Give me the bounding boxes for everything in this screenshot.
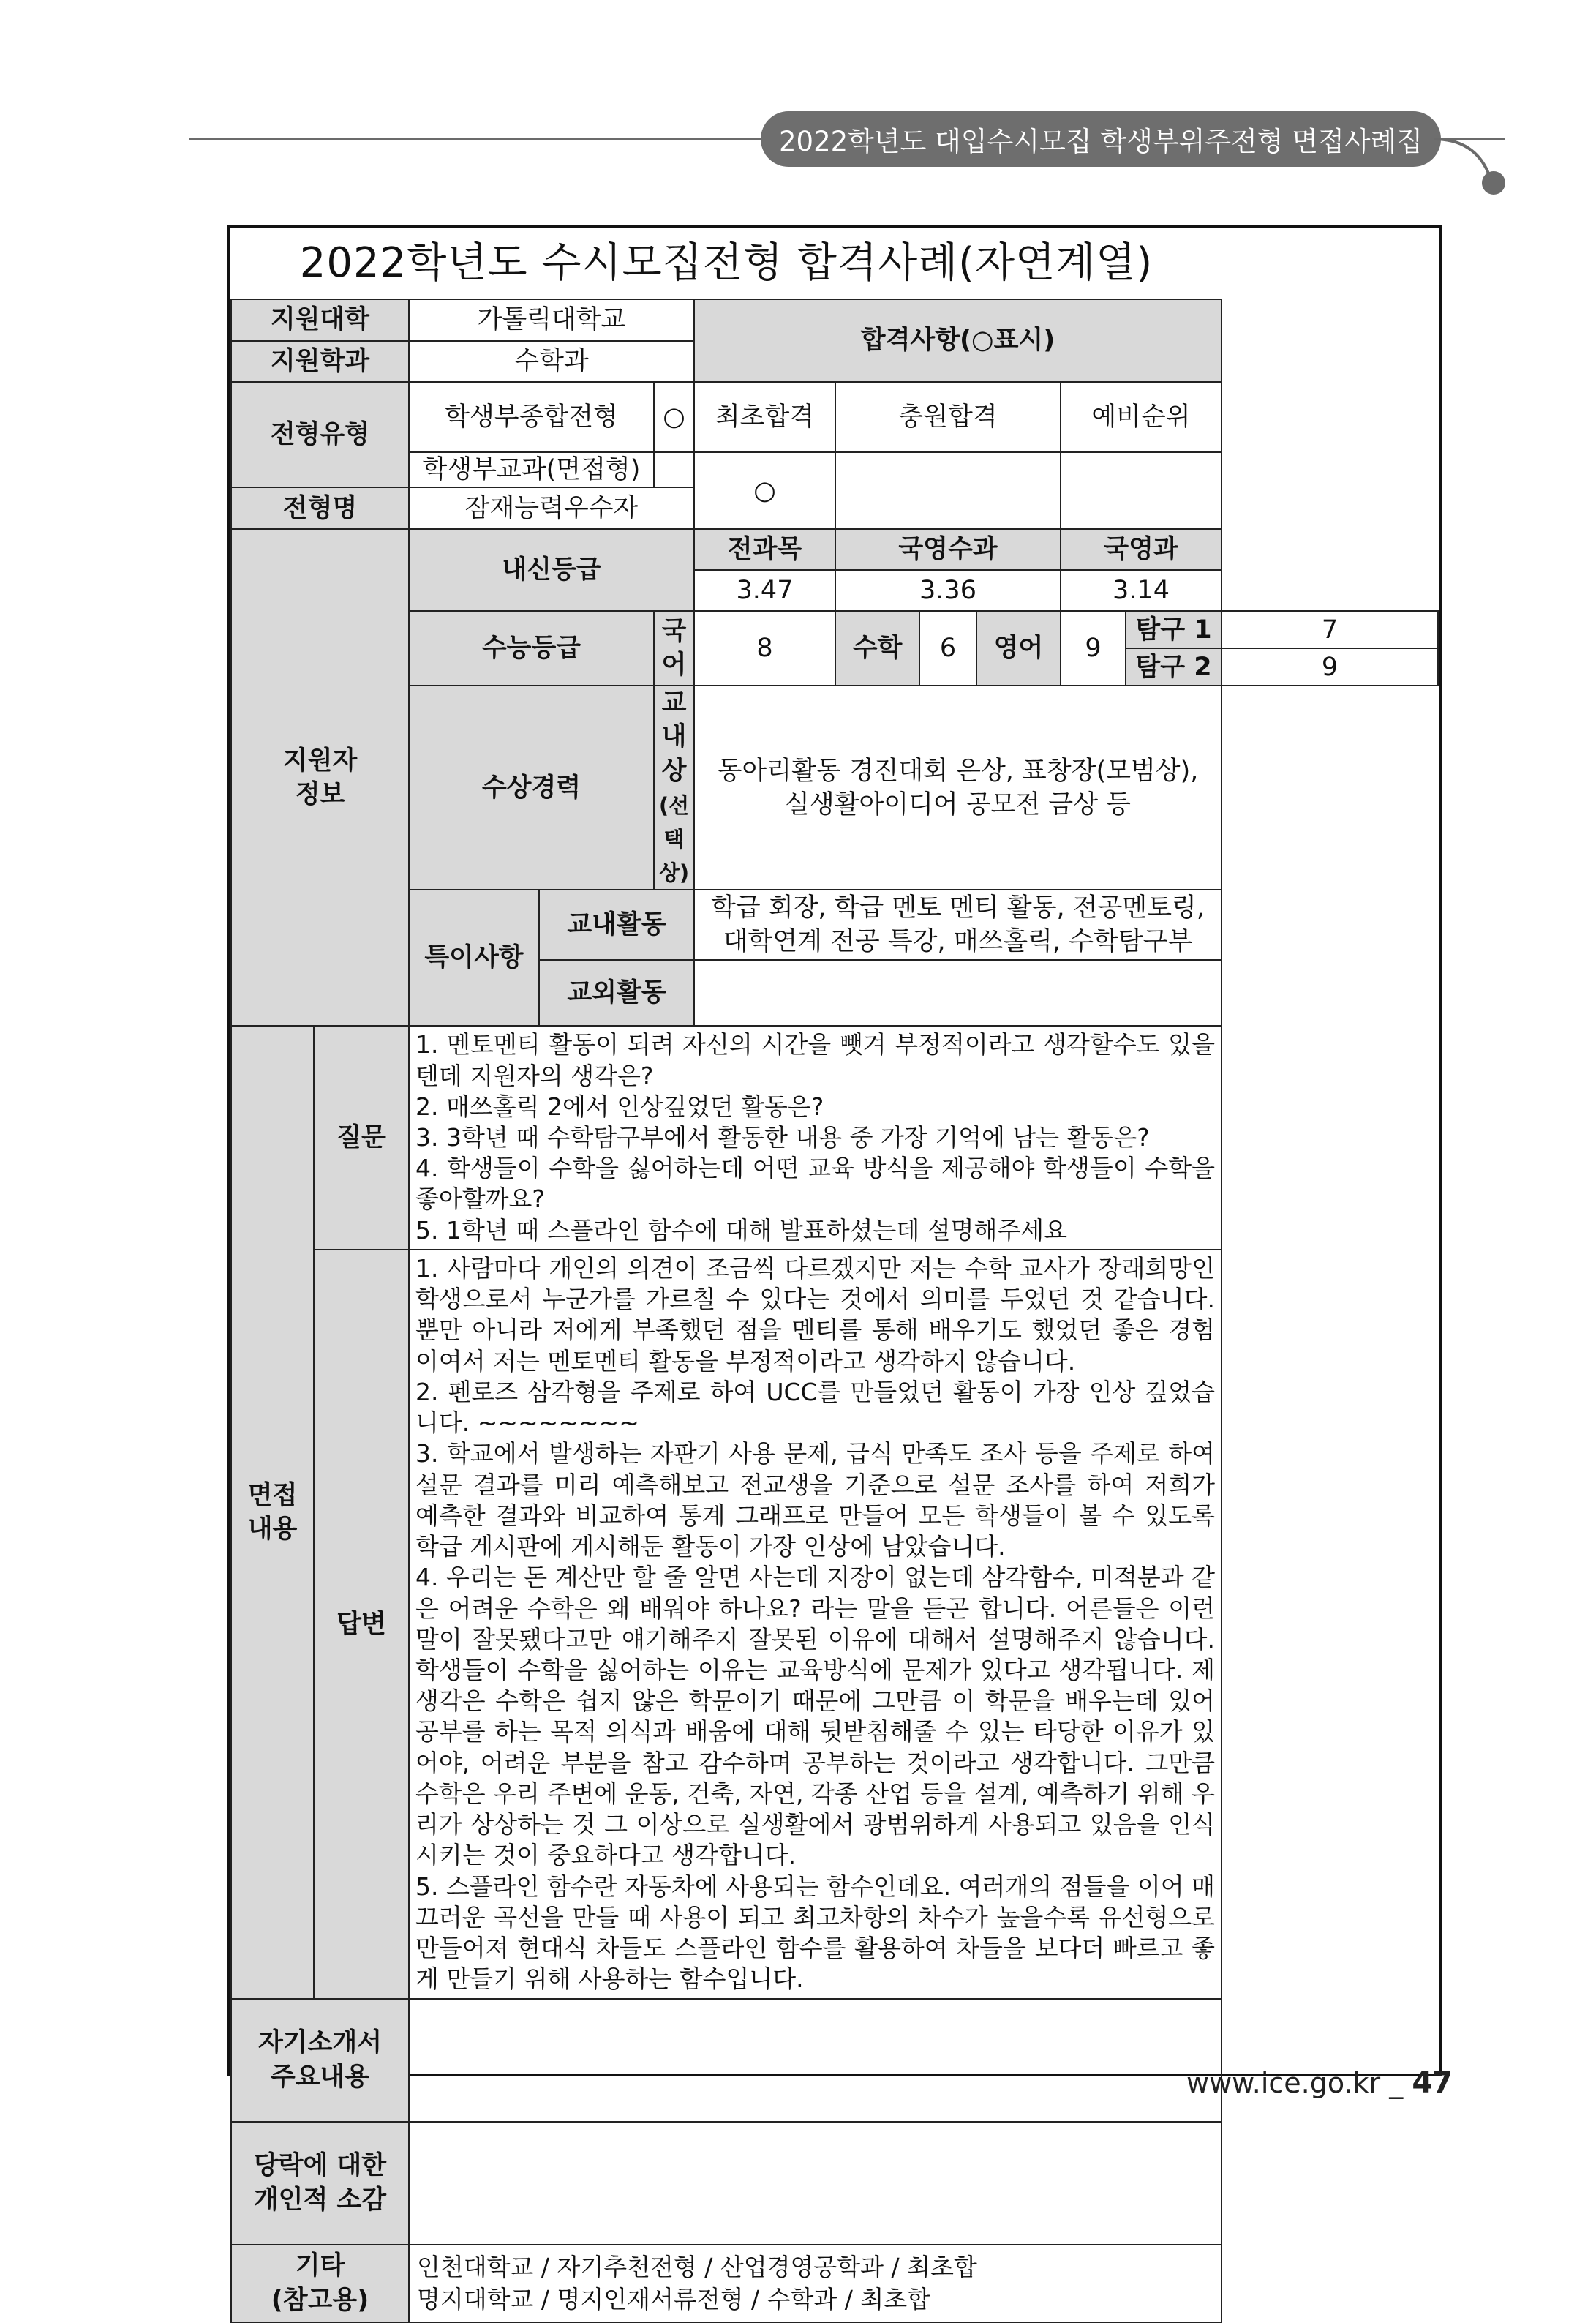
univ-value: 가톨릭대학교 (409, 299, 694, 341)
result-val-additional (835, 452, 1061, 529)
inschool-label: 교내활동 (539, 890, 694, 960)
award-label: 수상경력 (409, 686, 654, 890)
result-col-waitlist: 예비순위 (1061, 382, 1222, 452)
naesin-header-kems: 국영수과 (835, 529, 1061, 570)
math-value: 6 (919, 611, 976, 686)
applicant-section-label: 지원자 정보 (231, 529, 409, 1026)
korean-value: 8 (694, 611, 835, 686)
naesin-value-kems: 3.36 (835, 570, 1061, 611)
result-col-additional: 충원합격 (835, 382, 1061, 452)
univ-label: 지원대학 (231, 299, 409, 341)
tamgu2-value: 9 (1222, 648, 1438, 686)
naesin-header-all: 전과목 (694, 529, 835, 570)
korean-label: 국어 (654, 611, 694, 686)
award-value: 동아리활동 경진대회 은상, 표창장(모범상), 실생활아이디어 공모전 금상 등 (694, 686, 1222, 890)
etc-line: 인천대학교 / 자기추천전형 / 산업경영공학과 / 최초합 (417, 2253, 977, 2282)
etc-label: 기타 (참고용) (231, 2245, 409, 2322)
etc-line: 명지대학교 / 명지인재서류전형 / 수학과 / 최초합 (417, 2284, 930, 2313)
suneung-label: 수능등급 (409, 611, 654, 686)
question-item: 3. 3학년 때 수학탐구부에서 활동한 내용 중 가장 기억에 남는 활동은? (415, 1123, 1150, 1152)
dept-value: 수학과 (409, 341, 694, 382)
form-table (230, 228, 1439, 2323)
inschool-value: 학급 회장, 학급 멘토 멘티 활동, 전공멘토링, 대학연계 전공 특강, 매쓰홀릭, 수학탐구부 (694, 890, 1222, 960)
name-value: 잠재능력우수자 (409, 487, 694, 529)
tamgu1-value: 7 (1222, 611, 1438, 648)
header-banner: 2022학년도 대입수시모집 학생부위주전형 면접사례집 (761, 111, 1441, 167)
questions-cell (409, 1026, 1222, 1250)
page-title: 2022학년도 수시모집전형 합격사례(자연계열) (231, 228, 1222, 299)
answer-item: 2. 펜로즈 삼각형을 주제로 하여 UCC를 만들었던 활동이 가장 인상 깊었습니다. ~~~~~~~~ (415, 1377, 1216, 1438)
tamgu1-label: 탐구 1 (1126, 611, 1222, 648)
etc-value (409, 2245, 1222, 2322)
answer-label: 답변 (314, 1250, 409, 1999)
answer-item: 1. 사람마다 개인의 의견이 조금씩 다르겠지만 저는 수학 교사가 장래희망인 학생으로서 누군가를 가르칠 수 있다는 것에서 의미를 두었던 것 같습니다. 뿐만 아니라 저에게 부족했던 점을 멘티를 통해 배우기도 했었던 좋은 경험이여서 저는 멘토멘티 활동을 부정적이라고 생각하지 않습니다. (415, 1253, 1216, 1376)
outschool-label: 교외활동 (539, 960, 694, 1026)
result-val-initial: ○ (694, 452, 835, 529)
question-item: 2. 매쓰홀릭 2에서 인상깊었던 활동은? (415, 1092, 824, 1121)
naesin-header-kem: 국영과 (1061, 529, 1222, 570)
page-number: 47 (1412, 2066, 1453, 2100)
type-option-grade: 학생부교과(면접형) (409, 452, 654, 487)
outschool-value (694, 960, 1222, 1026)
type-option-comprehensive-mark: ○ (654, 382, 694, 452)
type-option-grade-mark (654, 452, 694, 487)
type-label: 전형유형 (231, 382, 409, 487)
english-label: 영어 (976, 611, 1061, 686)
tamgu2-label: 탐구 2 (1126, 648, 1222, 686)
answer-item: 5. 스플라인 함수란 자동차에 사용되는 함수인데요. 여러개의 점들을 이어 매끄러운 곡선을 만들 때 사용이 되고 최고차항의 차수가 높을수록 유선형으로 만들어져 현대식 차들도 스플라인 함수를 활용하여 차들을 보다더 빠르고 좋게 만들기 위해 사용하는 함수입니다. (415, 1872, 1216, 1994)
opinion-value (409, 2122, 1222, 2245)
opinion-label: 당락에 대한 개인적 소감 (231, 2122, 409, 2245)
naesin-value-kem: 3.14 (1061, 570, 1222, 611)
question-item: 5. 1학년 때 스플라인 함수에 대해 발표하셨는데 설명해주세요 (415, 1215, 1067, 1245)
page-footer (1186, 2066, 1453, 2100)
math-label: 수학 (835, 611, 919, 686)
result-header: 합격사항(○표시) (694, 299, 1222, 382)
answers-cell (409, 1250, 1222, 1999)
question-item: 4. 학생들이 수학을 싫어하는데 어떤 교육 방식을 제공해야 학생들이 수학을 좋아할까요? (415, 1154, 1216, 1214)
footer-url: www.ice.go.kr _ (1186, 2067, 1404, 2099)
self-intro-label: 자기소개서 주요내용 (231, 1999, 409, 2122)
answer-item: 3. 학교에서 발생하는 자판기 사용 문제, 급식 만족도 조사 등을 주제로 하여 설문 결과를 미리 예측해보고 전교생을 기준으로 설문 조사를 하여 저희가 예측한 결과와 비교하여 통계 그래프로 만들어 모든 학생들이 볼 수 있도록 학급 게시판에 게시해둔 활동이 가장 인상에 남았습니다. (415, 1439, 1216, 1561)
result-val-waitlist (1061, 452, 1222, 529)
special-label: 특이사항 (409, 890, 539, 1026)
name-label: 전형명 (231, 487, 409, 529)
type-option-comprehensive: 학생부종합전형 (409, 382, 654, 452)
interview-section-label: 면접 내용 (231, 1026, 314, 1998)
award-sub-label: 교내상 (선택상) (654, 686, 694, 890)
question-label: 질문 (314, 1026, 409, 1250)
question-item: 1. 멘토멘티 활동이 되려 자신의 시간을 뺏겨 부정적이라고 생각할수도 있을텐데 지원자의 생각은? (415, 1030, 1216, 1090)
english-value: 9 (1061, 611, 1126, 686)
self-intro-value (409, 1999, 1222, 2122)
answer-item: 4. 우리는 돈 계산만 할 줄 알면 사는데 지장이 없는데 삼각함수, 미적분과 같은 어려운 수학은 왜 배워야 하나요? 라는 말을 듣곤 합니다. 어른들은 이런 말이 잘못됐다고만 얘기해주지 잘못된 이유에 대해서 설명해주지 않습니다. 학생들이 수학을 싫어하는 이유는 교육방식에 문제가 있다고 생각됩니다. 제 생각은 수학은 쉽지 않은 학문이기 때문에 그만큼 이 학문을 배우는데 있어 공부를 하는 목적 의식과 배움에 대해 뒷받침해줄 수 있는 타당한 이유가 있어야, 어려운 부분을 참고 감수하며 공부하는 것이라고 생각합니다. 그만큼 수학은 우리 주변에 운동, 건축, 자연, 각종 산업 등을 설계, 예측하기 위해 우리가 상상하는 것 그 이상으로 실생활에서 광범위하게 사용되고 있음을 인식시키는 것이 중요하다고 생각합니다. (415, 1563, 1216, 1870)
result-col-initial: 최초합격 (694, 382, 835, 452)
naesin-value-all: 3.47 (694, 570, 835, 611)
header-curl-icon (1434, 110, 1536, 205)
naesin-label: 내신등급 (409, 529, 694, 611)
dept-label: 지원학과 (231, 341, 409, 382)
